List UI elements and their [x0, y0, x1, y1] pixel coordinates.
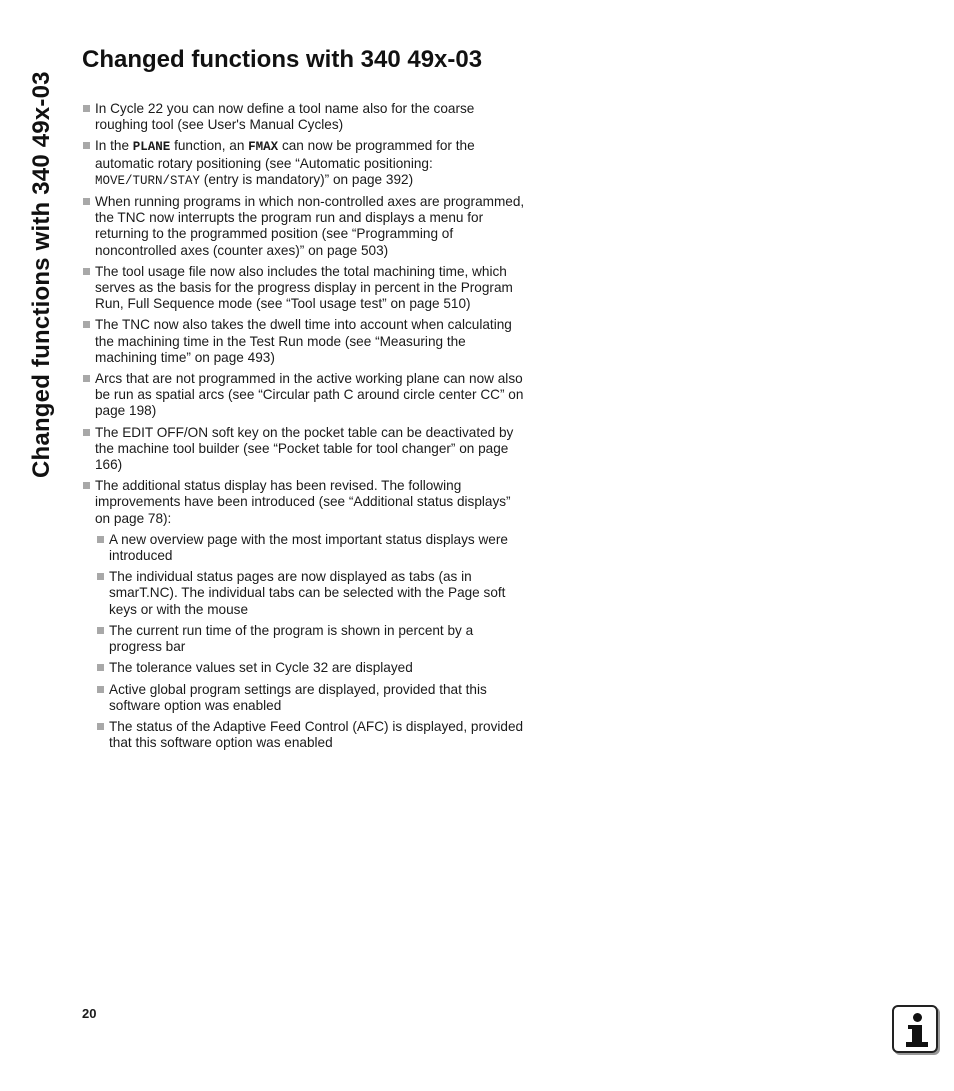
- list-item: In Cycle 22 you can now define a tool name also for the coarse roughing tool (see User's Manual Cycles): [82, 101, 528, 133]
- page-title: Changed functions with 340 49x-03: [82, 46, 483, 73]
- square-bullet-icon: [83, 375, 90, 382]
- code-move-turn-stay: MOVE/TURN/STAY: [95, 173, 201, 188]
- status-display-sublist: [96, 532, 528, 751]
- square-bullet-icon: [97, 664, 104, 671]
- list-item: The tool usage file now also includes the total machining time, which serves as the basis for the progress display in percent in the Program Run, Full Sequence mode (see “Tool usage test” on page 510): [82, 264, 528, 313]
- square-bullet-icon: [83, 268, 90, 275]
- page-number: 20: [82, 1006, 97, 1021]
- list-item: When running programs in which non-controlled axes are programmed, the TNC now interrupts the program run and displays a menu for returning to the programmed position (see “Programming of noncontrolled axes (counter axes)” on page 503): [82, 194, 528, 259]
- list-item: The additional status display has been revised. The following improvements have been introduced (see “Additional status displays” on page 78):: [82, 478, 528, 527]
- list-item: The TNC now also takes the dwell time into account when calculating the machining time in the Test Run mode (see “Measuring the machining time” on page 493): [82, 317, 528, 366]
- side-chapter-title: Changed functions with 340 49x-03: [28, 71, 55, 478]
- square-bullet-icon: [97, 627, 104, 634]
- code-plane: PLANE: [132, 140, 171, 155]
- sub-list-item: The individual status pages are now displayed as tabs (as in smarT.NC). The individual tabs can be selected with the Page soft keys or with the mouse: [96, 569, 528, 618]
- square-bullet-icon: [97, 723, 104, 730]
- square-bullet-icon: [83, 429, 90, 436]
- square-bullet-icon: [97, 573, 104, 580]
- info-icon-base: [906, 1042, 928, 1047]
- sub-list-item: A new overview page with the most important status displays were introduced: [96, 532, 528, 564]
- square-bullet-icon: [83, 198, 90, 205]
- sub-list-item: The tolerance values set in Cycle 32 are displayed: [96, 660, 528, 676]
- changes-list: [82, 101, 528, 756]
- info-icon: [892, 1005, 938, 1053]
- square-bullet-icon: [83, 142, 90, 149]
- square-bullet-icon: [97, 536, 104, 543]
- square-bullet-icon: [83, 105, 90, 112]
- list-item: In the PLANE function, an FMAX can now be programmed for the automatic rotary positioning (see “Automatic positioning: MOVE/TURN/STAY (entry is mandatory)” on page 392): [82, 138, 528, 189]
- list-item: The EDIT OFF/ON soft key on the pocket table can be deactivated by the machine tool builder (see “Pocket table for tool changer” on page 166): [82, 425, 528, 474]
- sub-list-item: The status of the Adaptive Feed Control (AFC) is displayed, provided that this software option was enabled: [96, 719, 528, 751]
- square-bullet-icon: [83, 321, 90, 328]
- sub-list-item: Active global program settings are displayed, provided that this software option was enabled: [96, 682, 528, 714]
- square-bullet-icon: [83, 482, 90, 489]
- list-item: Arcs that are not programmed in the active working plane can now also be run as spatial arcs (see “Circular path C around circle center CC” on page 198): [82, 371, 528, 420]
- sub-list-item: The current run time of the program is shown in percent by a progress bar: [96, 623, 528, 655]
- square-bullet-icon: [97, 686, 104, 693]
- code-fmax: FMAX: [248, 140, 279, 155]
- info-icon-dot: [913, 1013, 922, 1022]
